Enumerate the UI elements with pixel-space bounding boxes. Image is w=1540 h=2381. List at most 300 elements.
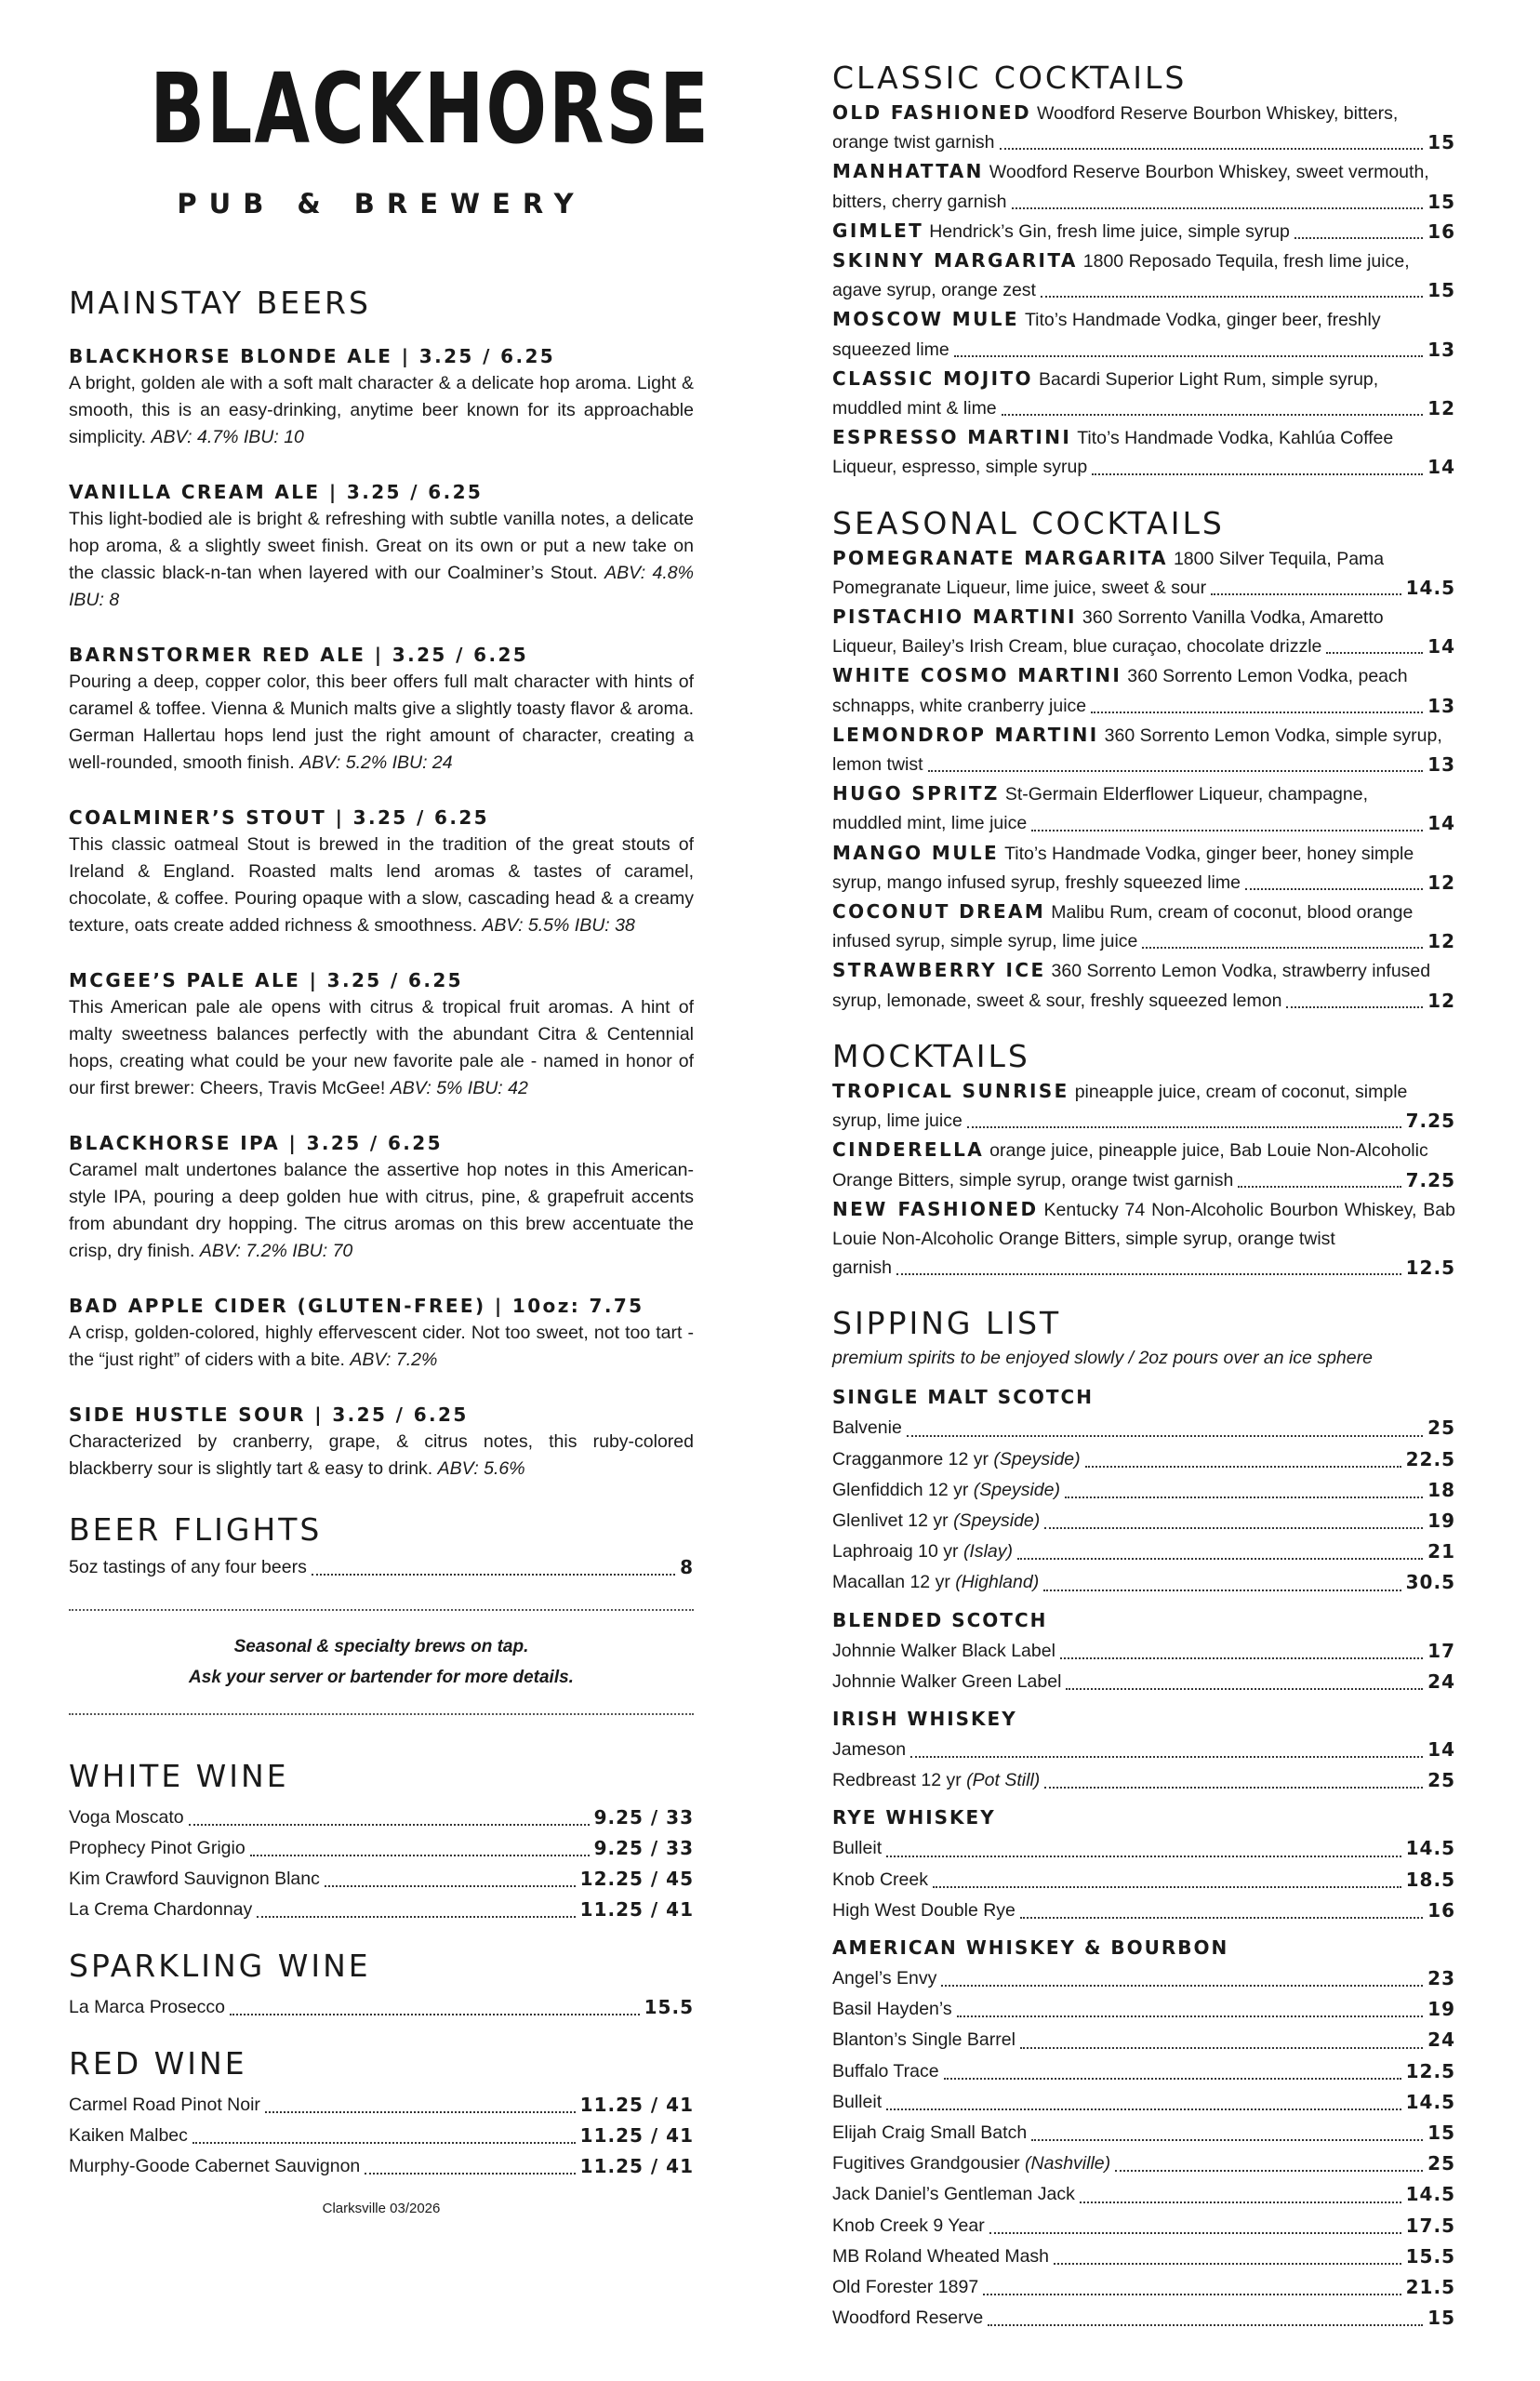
beer-item bbox=[69, 804, 694, 939]
wine-row bbox=[69, 2151, 694, 2182]
cocktail-price: 12 bbox=[1427, 397, 1455, 420]
leader-dots bbox=[1142, 947, 1423, 949]
cocktail-price-line bbox=[832, 276, 1455, 305]
cocktail-line bbox=[832, 1136, 1455, 1165]
beer-item bbox=[69, 478, 694, 614]
beer-name: MCGEE’S PALE ALE | 3.25 / 6.25 bbox=[69, 969, 463, 991]
cocktail-item bbox=[832, 779, 1455, 838]
cocktail-name: CLASSIC MOJITO bbox=[832, 366, 1033, 390]
cocktail-item bbox=[832, 603, 1455, 661]
cocktail-price: 13 bbox=[1427, 753, 1455, 777]
cocktail-item bbox=[832, 661, 1455, 720]
beer-description: A bright, golden ale with a soft malt character & a delicate hop aroma. Light & smooth, this is an easy-drinking, anytime beer known for its approachable simplicity. ABV: 4.7% IBU: 10 bbox=[69, 373, 694, 447]
cocktail-line bbox=[832, 544, 1455, 574]
flight-item-name: 5oz tastings of any four beers bbox=[69, 1557, 307, 1577]
beer-name: BLACKHORSE IPA | 3.25 / 6.25 bbox=[69, 1132, 443, 1154]
cocktail-name: WHITE COSMO MARTINI bbox=[832, 664, 1122, 687]
section-title-flights: BEER FLIGHTS bbox=[69, 1511, 323, 1548]
item-price: 14.5 bbox=[1405, 2183, 1455, 2206]
item-price: 16 bbox=[1427, 1898, 1455, 1922]
item-name: Glenlivet 12 yr (Speyside) bbox=[832, 1510, 1041, 1531]
item-region: (Islay) bbox=[962, 1541, 1014, 1563]
leader-dots bbox=[1085, 1466, 1401, 1468]
leader-dots bbox=[989, 2232, 1401, 2234]
right-column bbox=[832, 0, 1455, 2334]
cocktail-ingredients: pineapple juice, cream of coconut, simple bbox=[1074, 1081, 1408, 1102]
cocktail-name: LEMONDROP MARTINI bbox=[832, 723, 1099, 746]
cocktail-ingredients-cont: syrup, mango infused syrup, freshly squeezed lime bbox=[832, 871, 1241, 893]
cocktail-item bbox=[832, 544, 1455, 603]
tap-note-line2: Ask your server or bartender for more details. bbox=[189, 1668, 574, 1687]
cocktail-item bbox=[832, 217, 1455, 246]
cocktail-price: 15 bbox=[1427, 190, 1455, 213]
cocktail-ingredients: Tito’s Handmade Vodka, ginger beer, freshly bbox=[1024, 310, 1381, 331]
spirit-row bbox=[832, 2148, 1455, 2179]
beer-name: BAD APPLE CIDER (GLUTEN-FREE) | 10oz: 7.75 bbox=[69, 1295, 644, 1317]
leader-dots bbox=[886, 1856, 1401, 1857]
leader-dots bbox=[1054, 2263, 1401, 2265]
spirit-row bbox=[832, 1475, 1455, 1506]
item-region: (Speyside) bbox=[953, 1510, 1041, 1531]
spirit-row bbox=[832, 1506, 1455, 1536]
item-name: Macallan 12 yr (Highland) bbox=[832, 1572, 1040, 1593]
beer-item bbox=[69, 1129, 694, 1265]
item-price: 14.5 bbox=[1405, 2090, 1455, 2113]
cocktail-price: 14 bbox=[1427, 635, 1455, 658]
spirit-row bbox=[832, 2025, 1455, 2055]
sparkling-wine-list bbox=[69, 1992, 694, 2023]
leader-dots bbox=[1245, 888, 1423, 890]
beer-description: Characterized by cranberry, grape, & citrus notes, this ruby-colored blackberry sour is slightly tart & easy to drink. ABV: 5.6% bbox=[69, 1431, 694, 1479]
cocktail-ingredients-cont: syrup, lime juice bbox=[832, 1111, 962, 1132]
cocktail-ingredients: Tito’s Handmade Vodka, ginger beer, honey simple bbox=[1004, 843, 1414, 864]
cocktail-ingredients-cont: syrup, lemonade, sweet & sour, freshly squeezed lemon bbox=[832, 990, 1282, 1011]
section-title-red-wine: RED WINE bbox=[69, 2045, 247, 2082]
cocktail-ingredients: Tito’s Handmade Vodka, Kahlúa Coffee bbox=[1077, 428, 1394, 449]
item-name: Woodford Reserve bbox=[832, 2308, 984, 2329]
item-name: Voga Moscato bbox=[69, 1807, 184, 1828]
cocktail-ingredients-cont: orange twist garnish bbox=[832, 132, 995, 153]
item-price: 15 bbox=[1427, 2121, 1455, 2144]
beer-stats: ABV: 4.7% IBU: 10 bbox=[151, 427, 304, 447]
leader-dots bbox=[1060, 1657, 1423, 1659]
tap-note bbox=[69, 1609, 694, 1715]
spirit-row bbox=[832, 1765, 1455, 1796]
cocktail-name: PISTACHIO MARTINI bbox=[832, 605, 1077, 629]
leader-dots bbox=[1020, 1917, 1423, 1919]
beer-name: SIDE HUSTLE SOUR | 3.25 / 6.25 bbox=[69, 1403, 469, 1426]
beer-stats: ABV: 7.2% bbox=[350, 1350, 438, 1370]
cocktail-price-line bbox=[832, 869, 1455, 898]
beer-name: COALMINER’S STOUT | 3.25 / 6.25 bbox=[69, 806, 489, 829]
cocktail-price: 7.25 bbox=[1405, 1110, 1455, 1133]
tap-note-line1: Seasonal & specialty brews on tap. bbox=[233, 1637, 529, 1656]
spirit-row bbox=[832, 1833, 1455, 1864]
cocktail-ingredients: 1800 Silver Tequila, Pama bbox=[1173, 548, 1385, 569]
leader-dots bbox=[1091, 712, 1423, 713]
spirit-category: SINGLE MALT SCOTCH bbox=[832, 1386, 1094, 1409]
leader-dots bbox=[983, 2294, 1401, 2295]
beer-stats: ABV: 4.8% IBU: 8 bbox=[69, 563, 694, 610]
item-price: 19 bbox=[1427, 1998, 1455, 2021]
leader-dots bbox=[365, 2173, 575, 2175]
left-column bbox=[69, 0, 711, 2216]
item-price: 11.25 / 41 bbox=[579, 2124, 694, 2147]
item-name: High West Double Rye bbox=[832, 1899, 1016, 1921]
item-price: 15.5 bbox=[644, 1996, 694, 2018]
leader-dots bbox=[1080, 2201, 1401, 2203]
beer-item bbox=[69, 1401, 694, 1483]
leader-dots bbox=[1031, 830, 1423, 831]
cocktail-ingredients: Kentucky 74 Non-Alcoholic Bourbon Whiskey, Bab Louie Non-Alcoholic Orange Bitters, simple syrup, orange twist bbox=[832, 1199, 1455, 1249]
beer-item bbox=[69, 641, 694, 777]
cocktail-item bbox=[832, 365, 1455, 423]
spirit-category: RYE WHISKEY bbox=[832, 1806, 996, 1829]
item-price: 15.5 bbox=[1405, 2244, 1455, 2268]
item-price: 14.5 bbox=[1405, 1837, 1455, 1860]
spirit-row bbox=[832, 2241, 1455, 2272]
beer-stats: ABV: 5.2% IBU: 24 bbox=[299, 752, 453, 773]
cocktail-line bbox=[832, 217, 1290, 246]
wine-row bbox=[69, 1895, 694, 1925]
item-name: Knob Creek bbox=[832, 1869, 928, 1890]
cocktail-item bbox=[832, 839, 1455, 898]
cocktail-item bbox=[832, 1195, 1455, 1284]
cocktail-ingredients-cont: schnapps, white cranberry juice bbox=[832, 695, 1087, 716]
cocktail-price: 7.25 bbox=[1405, 1168, 1455, 1191]
cocktail-item bbox=[832, 99, 1455, 157]
sipping-list bbox=[832, 1381, 1455, 2334]
white-wine-list bbox=[69, 1802, 694, 1925]
cocktail-price-line bbox=[832, 987, 1455, 1016]
section-title-mocktails: MOCKTAILS bbox=[832, 1037, 1030, 1074]
cocktail-price-line bbox=[832, 632, 1455, 661]
flight-price: 8 bbox=[680, 1556, 694, 1578]
beer-description: A crisp, golden-colored, highly effervescent cider. Not too sweet, not too tart - the “just right” of ciders with a bite. ABV: 7.2% bbox=[69, 1323, 694, 1370]
cocktail-item bbox=[832, 1136, 1455, 1194]
item-price: 25 bbox=[1427, 1417, 1455, 1440]
spirit-row bbox=[832, 2272, 1455, 2303]
cocktail-price-line bbox=[832, 927, 1455, 956]
item-price: 23 bbox=[1427, 1966, 1455, 1989]
beer-description: Pouring a deep, copper color, this beer offers full malt character with hints of caramel & toffee. Vienna & Munich malts give a slightly toasty flavor & aroma. German Hallertau hops lend just the right amount of character, creating a well-rounded, smooth finish. ABV: 5.2% IBU: 24 bbox=[69, 672, 694, 773]
leader-dots bbox=[230, 2014, 640, 2015]
item-name: Bulleit bbox=[832, 2091, 883, 2112]
item-name: Murphy-Goode Cabernet Sauvignon bbox=[69, 2156, 361, 2176]
item-region: (Speyside) bbox=[973, 1479, 1060, 1500]
wine-row bbox=[69, 1802, 694, 1833]
section-title-white-wine: WHITE WINE bbox=[69, 1758, 289, 1794]
beer-item bbox=[69, 342, 694, 451]
item-name: La Marca Prosecco bbox=[69, 1997, 225, 2017]
cocktail-price: 12 bbox=[1427, 989, 1455, 1012]
item-price: 21.5 bbox=[1405, 2275, 1455, 2298]
cocktail-ingredients-cont: garnish bbox=[832, 1257, 892, 1279]
item-name: Johnnie Walker Black Label bbox=[832, 1640, 1055, 1661]
cocktail-ingredients: 1800 Reposado Tequila, fresh lime juice, bbox=[1082, 251, 1410, 273]
item-name: Glenfiddich 12 yr (Speyside) bbox=[832, 1479, 1060, 1500]
leader-dots bbox=[910, 1756, 1423, 1758]
leader-dots bbox=[944, 2078, 1401, 2080]
cocktail-line bbox=[832, 157, 1455, 187]
cocktail-line bbox=[832, 1195, 1455, 1254]
leader-dots bbox=[1065, 1496, 1423, 1498]
beer-list bbox=[69, 342, 694, 1483]
cocktail-price-line bbox=[832, 394, 1455, 423]
beer-name: VANILLA CREAM ALE | 3.25 / 6.25 bbox=[69, 481, 484, 503]
item-region: (Speyside) bbox=[993, 1448, 1081, 1470]
spirit-row bbox=[832, 1636, 1455, 1667]
beer-description: This American pale ale opens with citrus & tropical fruit aromas. A hint of malty sweetness balances perfectly with the abundant Citra & Centennial hops, creating what could be your new favorite pale ale - named in honor of our first brewer: Cheers, Travis McGee! ABV: 5% IBU: 42 bbox=[69, 997, 694, 1098]
cocktail-line bbox=[832, 661, 1455, 691]
leader-dots bbox=[957, 2015, 1424, 2017]
cocktail-price: 12 bbox=[1427, 930, 1455, 953]
item-price: 17.5 bbox=[1405, 2214, 1455, 2237]
item-name: Angel’s Envy bbox=[832, 1967, 937, 1989]
cocktail-line bbox=[832, 246, 1455, 276]
cocktail-ingredients-cont: muddled mint & lime bbox=[832, 398, 997, 419]
item-price: 17 bbox=[1427, 1639, 1455, 1662]
leader-dots bbox=[896, 1273, 1401, 1275]
cocktail-ingredients-cont: agave syrup, orange zest bbox=[832, 280, 1036, 301]
brand-subtitle: PUB & BREWERY bbox=[177, 188, 586, 219]
beer-description: This light-bodied ale is bright & refreshing with subtle vanilla notes, a delicate hop aroma, & a slightly sweet finish. Great on its own or put a new take on the classic black-n-tan when layered with our Coalminer’s Stout. ABV: 4.8% IBU: 8 bbox=[69, 509, 694, 610]
item-region: (Highland) bbox=[955, 1572, 1040, 1593]
spirit-row bbox=[832, 2179, 1455, 2210]
beer-description: Caramel malt undertones balance the assertive hop notes in this American-style IPA, pouring a deep golden hue with citrus, pine, & grapefruit accents from abundant dry hopping. The citrus aromas on this brew accentuate the crisp, dry finish. ABV: 7.2% IBU: 70 bbox=[69, 1160, 694, 1261]
spirit-category: BLENDED SCOTCH bbox=[832, 1608, 1048, 1631]
item-name: Bulleit bbox=[832, 1838, 883, 1859]
cocktail-line bbox=[832, 305, 1455, 335]
cocktail-name: CINDERELLA bbox=[832, 1138, 985, 1162]
cocktail-line bbox=[832, 839, 1455, 869]
item-name: Cragganmore 12 yr (Speyside) bbox=[832, 1448, 1081, 1470]
wine-row bbox=[69, 1992, 694, 2023]
cocktail-line bbox=[832, 1077, 1455, 1107]
spirit-row bbox=[832, 2118, 1455, 2148]
sipping-lead: premium spirits to be enjoyed slowly / 2oz pours over an ice sphere bbox=[832, 1348, 1373, 1369]
leader-dots bbox=[1031, 2139, 1423, 2141]
cocktail-item bbox=[832, 956, 1455, 1015]
cocktail-line bbox=[832, 779, 1455, 809]
beer-description: This classic oatmeal Stout is brewed in the tradition of the great stouts of Ireland & England. Roasted malts lend aromas & tastes of caramel, chocolate, & coffee. Pouring opaque with a slow, cascading head & a creamy texture, oats create added richness & smoothness. ABV: 5.5% IBU: 38 bbox=[69, 834, 694, 936]
cocktail-name: MOSCOW MULE bbox=[832, 308, 1019, 331]
item-price: 11.25 / 41 bbox=[579, 2155, 694, 2177]
cocktail-ingredients: 360 Sorrento Lemon Vodka, peach bbox=[1127, 666, 1408, 687]
cocktail-price-line bbox=[832, 809, 1455, 838]
cocktail-price: 15 bbox=[1427, 131, 1455, 154]
leader-dots bbox=[189, 1824, 590, 1826]
leader-dots bbox=[1041, 296, 1423, 298]
spirit-row bbox=[832, 1865, 1455, 1895]
cocktail-ingredients: 360 Sorrento Lemon Vodka, strawberry infused bbox=[1051, 961, 1431, 982]
item-price: 11.25 / 41 bbox=[579, 2094, 694, 2116]
leader-dots bbox=[988, 2324, 1423, 2326]
leader-dots bbox=[1066, 1688, 1423, 1690]
leader-dots bbox=[265, 2111, 576, 2113]
section-title-sparkling: SPARKLING WINE bbox=[69, 1948, 371, 1984]
item-name: Redbreast 12 yr (Pot Still) bbox=[832, 1770, 1041, 1791]
item-price: 15 bbox=[1427, 2307, 1455, 2330]
cocktail-line bbox=[832, 99, 1455, 128]
mocktail-list bbox=[832, 1077, 1455, 1283]
cocktail-ingredients-cont: Pomegranate Liqueur, lime juice, sweet & sour bbox=[832, 577, 1207, 598]
spirit-row bbox=[832, 1413, 1455, 1443]
cocktail-name: HUGO SPRITZ bbox=[832, 782, 1000, 805]
leader-dots bbox=[1211, 593, 1401, 595]
cocktail-price-line bbox=[832, 1107, 1455, 1136]
item-name: Buffalo Trace bbox=[832, 2060, 939, 2082]
cocktail-price-line bbox=[832, 1254, 1455, 1283]
item-name: Prophecy Pinot Grigio bbox=[69, 1838, 246, 1858]
item-name: Kaiken Malbec bbox=[69, 2125, 188, 2146]
leader-dots bbox=[1020, 2047, 1423, 2049]
item-name: Elijah Craig Small Batch bbox=[832, 2122, 1028, 2143]
flight-item bbox=[69, 1552, 694, 1583]
leader-dots bbox=[1092, 473, 1423, 475]
beer-name: BLACKHORSE BLONDE ALE | 3.25 / 6.25 bbox=[69, 345, 556, 367]
leader-dots bbox=[933, 1886, 1401, 1888]
cocktail-item bbox=[832, 423, 1455, 482]
cocktail-price-line bbox=[832, 128, 1455, 157]
cocktail-price-line bbox=[832, 1166, 1455, 1195]
leader-dots bbox=[1002, 414, 1424, 416]
leader-dots bbox=[1326, 652, 1423, 654]
cocktail-item bbox=[832, 305, 1455, 364]
cocktail-price-line bbox=[832, 336, 1455, 365]
section-title-seasonal: SEASONAL COCKTAILS bbox=[832, 504, 1225, 541]
cocktail-price-line bbox=[832, 574, 1455, 603]
item-name: MB Roland Wheated Mash bbox=[832, 2245, 1050, 2267]
classic-cocktail-list bbox=[832, 99, 1455, 483]
leader-dots bbox=[250, 1855, 590, 1856]
cocktail-item bbox=[832, 898, 1455, 956]
cocktail-price: 13 bbox=[1427, 694, 1455, 717]
spirit-row bbox=[832, 1667, 1455, 1697]
cocktail-ingredients-cont: Liqueur, Bailey’s Irish Cream, blue curaçao, chocolate drizzle bbox=[832, 636, 1322, 658]
spirit-row bbox=[832, 1735, 1455, 1765]
leader-dots bbox=[1294, 237, 1423, 239]
item-price: 14 bbox=[1427, 1737, 1455, 1761]
spirit-row bbox=[832, 2303, 1455, 2334]
item-price: 18 bbox=[1427, 1478, 1455, 1501]
item-name: Laphroaig 10 yr (Islay) bbox=[832, 1541, 1014, 1563]
cocktail-ingredients: Hendrick’s Gin, fresh lime juice, simple syrup bbox=[929, 220, 1290, 242]
item-name: Blanton’s Single Barrel bbox=[832, 2029, 1016, 2051]
cocktail-ingredients-cont: squeezed lime bbox=[832, 339, 949, 360]
item-price: 11.25 / 41 bbox=[579, 1898, 694, 1921]
cocktail-price: 13 bbox=[1427, 338, 1455, 361]
item-name: La Crema Chardonnay bbox=[69, 1899, 253, 1920]
item-price: 9.25 / 33 bbox=[593, 1806, 694, 1829]
cocktail-price: 12.5 bbox=[1405, 1257, 1455, 1280]
cocktail-ingredients: Bacardi Superior Light Rum, simple syrup, bbox=[1038, 368, 1379, 390]
leader-dots bbox=[886, 2108, 1401, 2110]
cocktail-name: COCONUT DREAM bbox=[832, 900, 1046, 924]
leader-dots bbox=[954, 355, 1423, 357]
cocktail-price: 12 bbox=[1427, 871, 1455, 894]
item-region: (Pot Still) bbox=[966, 1770, 1041, 1791]
cocktail-ingredients: St-Germain Elderflower Liqueur, champagne, bbox=[1004, 784, 1369, 805]
leader-dots bbox=[928, 770, 1424, 772]
spirit-row bbox=[832, 1963, 1455, 1994]
item-price: 24 bbox=[1427, 1669, 1455, 1693]
cocktail-ingredients: orange juice, pineapple juice, Bab Louie Non-Alcoholic bbox=[989, 1140, 1428, 1162]
cocktail-price: 15 bbox=[1427, 279, 1455, 302]
spirit-row bbox=[832, 1994, 1455, 2025]
beer-stats: ABV: 5.6% bbox=[437, 1458, 525, 1479]
section-title-sipping: SIPPING LIST bbox=[832, 1305, 1062, 1342]
seasonal-cocktail-list bbox=[832, 544, 1455, 1016]
item-name: Balvenie bbox=[832, 1417, 902, 1439]
cocktail-ingredients-cont: lemon twist bbox=[832, 754, 923, 776]
leader-dots bbox=[312, 1574, 675, 1576]
cocktail-ingredients-cont: Orange Bitters, simple syrup, orange twist garnish bbox=[832, 1169, 1234, 1190]
cocktail-ingredients: Woodford Reserve Bourbon Whiskey, sweet vermouth, bbox=[989, 162, 1429, 183]
item-price: 12.5 bbox=[1405, 2059, 1455, 2082]
leader-dots bbox=[1000, 148, 1424, 150]
leader-dots bbox=[192, 2142, 576, 2144]
cocktail-name: SKINNY MARGARITA bbox=[832, 249, 1078, 273]
section-title-mainstay: MAINSTAY BEERS bbox=[69, 285, 371, 321]
cocktail-line bbox=[832, 603, 1455, 632]
cocktail-ingredients: 360 Sorrento Vanilla Vodka, Amaretto bbox=[1082, 607, 1384, 629]
brand-name: BLACKHORSE bbox=[150, 52, 711, 166]
cocktail-name: MANGO MULE bbox=[832, 841, 1000, 864]
cocktail-name: ESPRESSO MARTINI bbox=[832, 426, 1072, 449]
wine-row bbox=[69, 2090, 694, 2121]
leader-dots bbox=[257, 1916, 575, 1918]
cocktail-price-line bbox=[832, 751, 1455, 779]
cocktail-name: OLD FASHIONED bbox=[832, 101, 1031, 124]
cocktail-line bbox=[832, 898, 1455, 927]
cocktail-price-line bbox=[832, 188, 1455, 217]
item-price: 12.25 / 45 bbox=[579, 1868, 694, 1890]
leader-dots bbox=[1044, 1787, 1423, 1789]
item-price: 18.5 bbox=[1405, 1868, 1455, 1891]
cocktail-price-line bbox=[832, 217, 1455, 246]
cocktail-ingredients: Malibu Rum, cream of coconut, blood orange bbox=[1051, 902, 1414, 924]
cocktail-line bbox=[832, 721, 1455, 751]
item-name: Basil Hayden’s bbox=[832, 1999, 952, 2020]
leader-dots bbox=[1017, 1558, 1423, 1560]
wine-row bbox=[69, 1833, 694, 1864]
cocktail-name: NEW FASHIONED bbox=[832, 1197, 1039, 1220]
spirit-row bbox=[832, 2087, 1455, 2118]
leader-dots bbox=[941, 1985, 1423, 1987]
leader-dots bbox=[1044, 1527, 1423, 1529]
cocktail-price-line bbox=[832, 453, 1455, 482]
beer-stats: ABV: 7.2% IBU: 70 bbox=[199, 1241, 353, 1261]
section-title-classic: CLASSIC COCKTAILS bbox=[832, 60, 1188, 96]
spirit-category: AMERICAN WHISKEY & BOURBON bbox=[832, 1935, 1229, 1959]
cocktail-price: 14 bbox=[1427, 456, 1455, 479]
item-name: Jameson bbox=[832, 1738, 907, 1760]
cocktail-line bbox=[832, 956, 1455, 986]
red-wine-list bbox=[69, 2090, 694, 2182]
cocktail-ingredients-cont: bitters, cherry garnish bbox=[832, 191, 1007, 212]
menu-footer: Clarksville 03/2026 bbox=[322, 2201, 441, 2216]
leader-dots bbox=[1286, 1006, 1423, 1008]
spirit-category: IRISH WHISKEY bbox=[832, 1707, 1017, 1730]
item-name: Fugitives Grandgousier (Nashville) bbox=[832, 2153, 1111, 2175]
item-price: 25 bbox=[1427, 1769, 1455, 1792]
item-price: 22.5 bbox=[1405, 1447, 1455, 1470]
beer-item bbox=[69, 966, 694, 1102]
cocktail-name: MANHATTAN bbox=[832, 160, 984, 183]
cocktail-line bbox=[832, 423, 1455, 453]
leader-dots bbox=[967, 1126, 1401, 1128]
